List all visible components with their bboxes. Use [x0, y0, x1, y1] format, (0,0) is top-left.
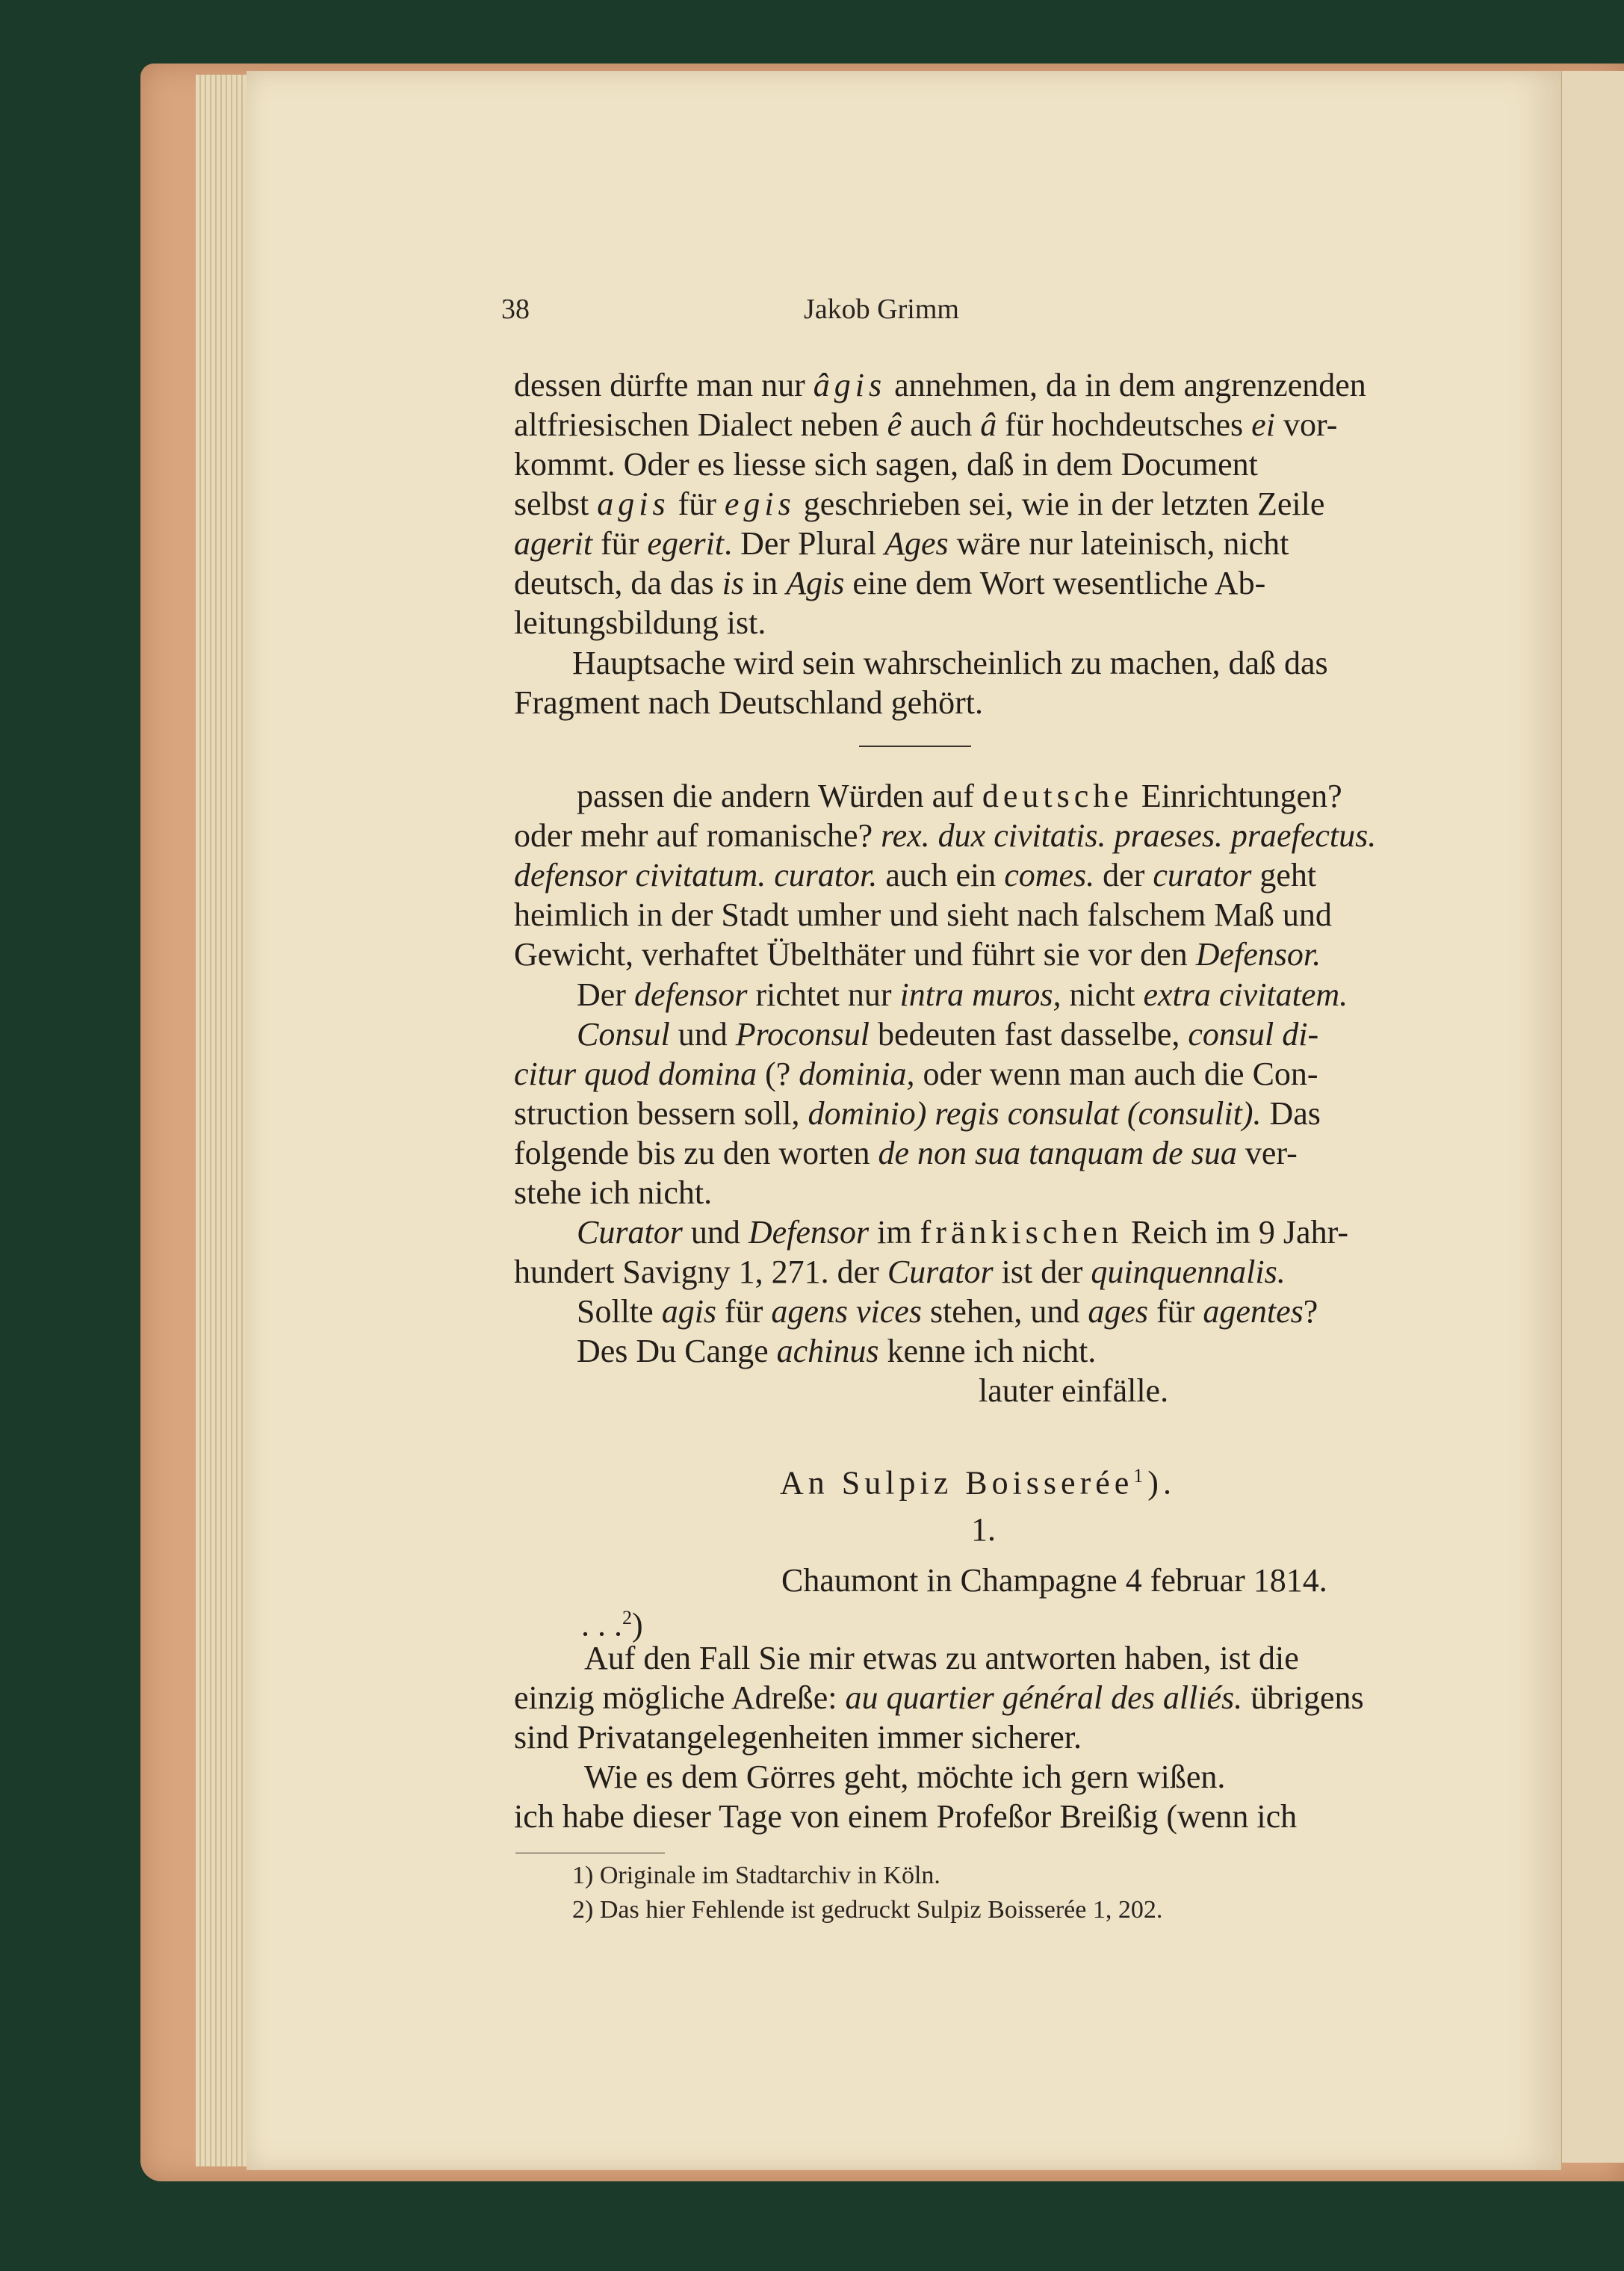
adjacent-page-edge [1560, 71, 1624, 2163]
text-line: struction bessern soll, dominio) regis consulat (consulit). Das [514, 1095, 1321, 1132]
text-line: altfriesischen Dialect neben ê auch â für hochdeutsches ei vor- [514, 406, 1338, 443]
letter-heading: An Sulpiz Boisserée$^1$). [780, 1464, 1176, 1502]
text-line: einzig mögliche Adreße: au quartier général des alliés. übrigens [514, 1679, 1364, 1716]
text-line: dessen dürfte man nur âgis annehmen, da in dem angrenzenden [514, 367, 1366, 403]
text-line: stehe ich nicht. [514, 1174, 713, 1211]
text-line: oder mehr auf romanische? rex. dux civitatis. praeses. praefectus. [514, 817, 1377, 854]
text-line: heimlich in der Stadt umher und sieht nach falschem Maß und [514, 896, 1332, 933]
text-line: folgende bis zu den worten de non sua tanquam de sua ver- [514, 1135, 1298, 1171]
text-line: Curator und Defensor im fränkischen Reich im 9 Jahr- [577, 1214, 1348, 1251]
text-line: Gewicht, verhaftet Übelthäter und führt sie vor den Defensor. [514, 936, 1321, 973]
text-line: passen die andern Würden auf deutsche Einrichtungen? [577, 778, 1342, 814]
page-number: 38 [501, 294, 530, 325]
text-line: defensor civitatum. curator. auch ein comes. der curator geht [514, 857, 1317, 893]
omission-mark: . . .$^2$) [581, 1606, 643, 1643]
text-line: citur quod domina (? dominia, oder wenn man auch die Con- [514, 1056, 1318, 1092]
letter-number: 1. [971, 1511, 996, 1548]
text-line: agerit für egerit. Der Plural Ages wäre nur lateinisch, nicht [514, 525, 1289, 562]
text-line: sind Privatangelegenheiten immer sicherer. [514, 1719, 1082, 1756]
text-line: Hauptsache wird sein wahrscheinlich zu machen, daß das [572, 645, 1328, 681]
text-line: Auf den Fall Sie mir etwas zu antworten haben, ist die [584, 1640, 1299, 1676]
text-line: leitungsbildung ist. [514, 604, 766, 641]
text-line: deutsch, da das is in Agis eine dem Wort wesentliche Ab- [514, 565, 1266, 601]
text-line: Der defensor richtet nur intra muros, nicht extra civitatem. [577, 976, 1348, 1013]
text-line: lauter einfälle. [979, 1372, 1169, 1409]
footnote: 2) Das hier Fehlende ist gedruckt Sulpiz Boisserée 1, 202. [572, 1896, 1163, 1924]
text-line: Consul und Proconsul bedeuten fast dasselbe, consul di- [577, 1016, 1319, 1053]
page-header [0, 293, 1624, 338]
footnote: 1) Originale im Stadtarchiv in Köln. [572, 1862, 940, 1889]
text-line: Wie es dem Görres geht, möchte ich gern wißen. [584, 1759, 1226, 1795]
text-line: selbst agis für egis geschrieben sei, wie in der letzten Zeile [514, 486, 1325, 522]
text-line: kommt. Oder es liesse sich sagen, daß in dem Document [514, 446, 1258, 483]
section-divider [859, 746, 971, 747]
text-line: ich habe dieser Tage von einem Profeßor Breißig (wenn ich [514, 1798, 1298, 1835]
text-line: Des Du Cange achinus kenne ich nicht. [577, 1333, 1097, 1369]
text-line: Fragment nach Deutschland gehört. [514, 684, 984, 721]
text-line: hundert Savigny 1, 271. der Curator ist der quinquennalis. [514, 1254, 1286, 1290]
letter-place-date: Chaumont in Champagne 4 februar 1814. [781, 1562, 1327, 1599]
text-line: Sollte agis für agens vices stehen, und ages für agentes? [577, 1293, 1318, 1330]
running-title: Jakob Grimm [804, 294, 959, 325]
